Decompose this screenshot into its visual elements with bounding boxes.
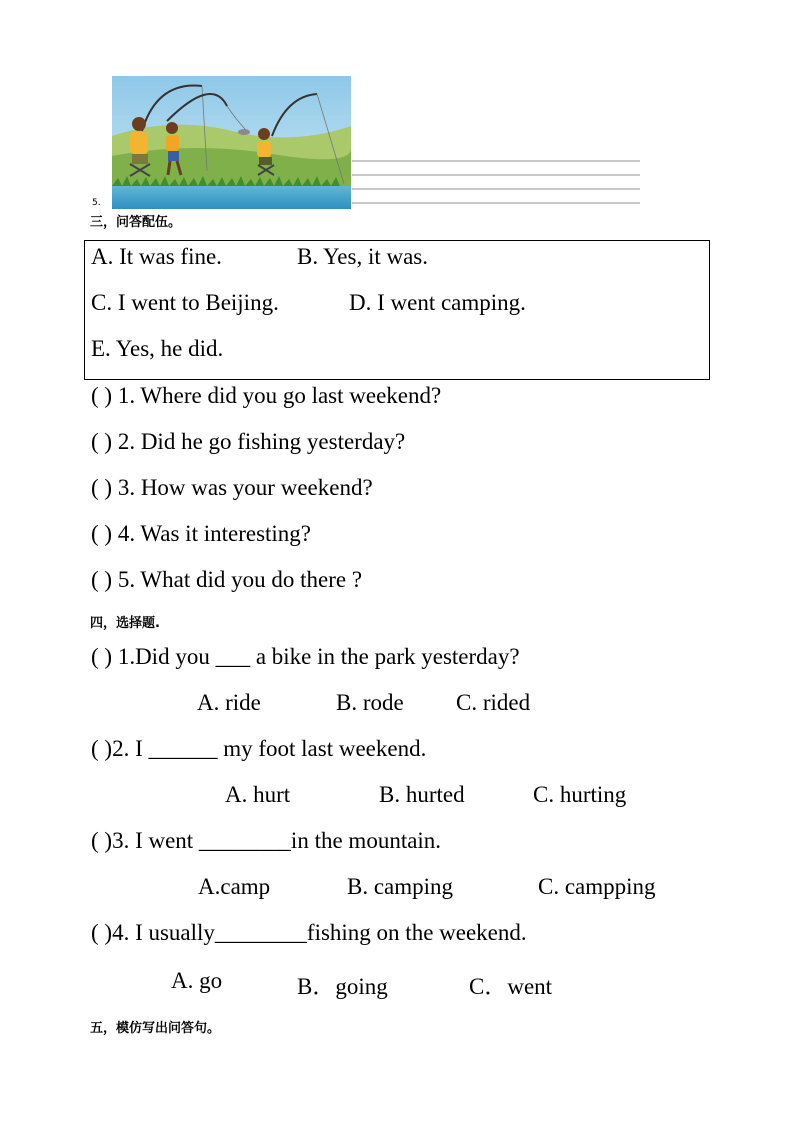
writing-line bbox=[352, 174, 640, 176]
fishing-illustration bbox=[112, 76, 351, 209]
choice-1-c: C. rided bbox=[456, 690, 531, 715]
question-number: 5. bbox=[92, 198, 101, 208]
choice-3-a: A.camp bbox=[198, 874, 271, 899]
option-c: C. I went to Beijing. bbox=[91, 290, 279, 315]
writing-line bbox=[352, 160, 640, 162]
section-title: 四，选择题. bbox=[90, 616, 160, 631]
match-question-3: ( ) 3. How was your weekend? bbox=[91, 475, 373, 500]
choice-question-4: ( )4. I usually________fishing on the weekend. bbox=[91, 920, 527, 945]
choice-question-2: ( )2. I ______ my foot last weekend. bbox=[91, 736, 427, 761]
choice-1-b: B. rode bbox=[336, 690, 404, 715]
section-title: 五，模仿写出问答句。 bbox=[90, 1021, 221, 1036]
option-e: E. Yes, he did. bbox=[91, 336, 224, 361]
choice-4-c: C．went bbox=[469, 974, 553, 999]
choice-3-b: B. camping bbox=[347, 874, 454, 899]
option-d: D. I went camping. bbox=[349, 290, 526, 315]
choice-2-b: B. hurted bbox=[379, 782, 465, 807]
section-title: 三，问答配伍。 bbox=[90, 215, 182, 230]
option-b: B. Yes, it was. bbox=[297, 244, 429, 269]
choice-question-3: ( )3. I went ________in the mountain. bbox=[91, 828, 442, 853]
choice-2-a: A. hurt bbox=[225, 782, 291, 807]
choice-question-1: ( ) 1.Did you ___ a bike in the park yesterday? bbox=[91, 644, 520, 669]
choice-1-a: A. ride bbox=[197, 690, 261, 715]
match-question-5: ( ) 5. What did you do there ? bbox=[91, 567, 363, 592]
writing-line bbox=[352, 188, 640, 190]
writing-line bbox=[352, 202, 640, 204]
choice-4-a: A. go bbox=[171, 968, 223, 993]
choice-4-b: B．going bbox=[297, 974, 388, 999]
match-question-1: ( ) 1. Where did you go last weekend? bbox=[91, 383, 442, 408]
match-question-2: ( ) 2. Did he go fishing yesterday? bbox=[91, 429, 406, 454]
option-a: A. It was fine. bbox=[91, 244, 222, 269]
choice-3-c: C. campping bbox=[538, 874, 656, 899]
match-question-4: ( ) 4. Was it interesting? bbox=[91, 521, 312, 546]
choice-2-c: C. hurting bbox=[533, 782, 627, 807]
fishing-scene-illustration-icon bbox=[112, 76, 351, 209]
